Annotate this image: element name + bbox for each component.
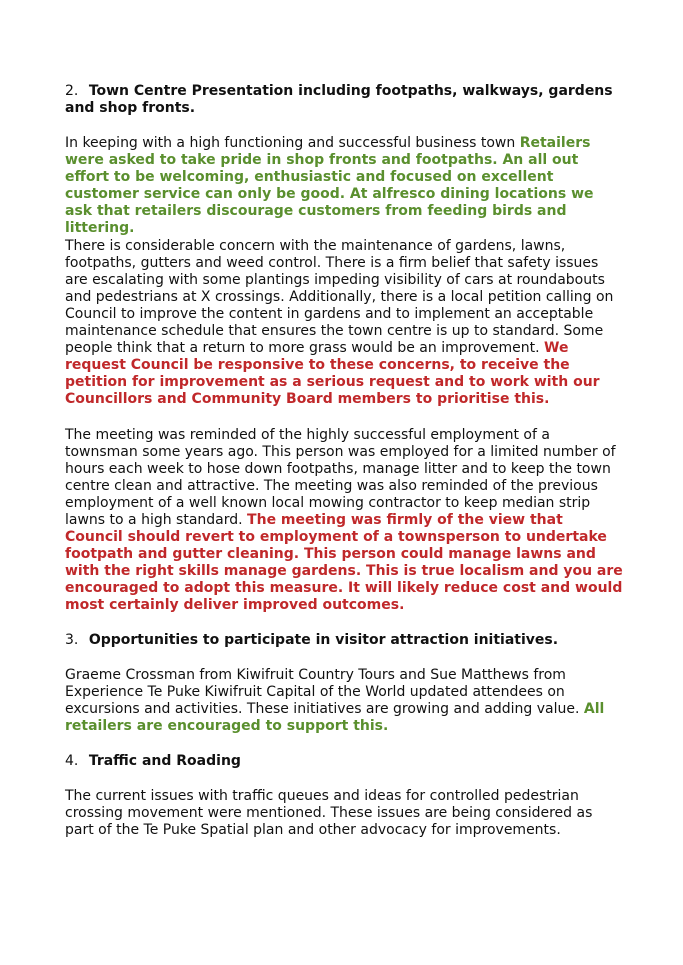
section-4-heading <box>65 753 625 770</box>
section-2-p3-text: The meeting was reminded of the highly successful employment of a townsman some years ago. This person was employed for a limited number of hours each week to hose down footpaths, manage litter and to keep the town centre clean and attractive. The meeting was also reminded of the previous employment of a well known local mowing contractor to keep median strip lawns to a high standard. <box>65 427 616 528</box>
section-2-title: Town Centre Presentation including footpaths, walkways, gardens and shop fronts. <box>65 83 613 116</box>
section-4-p1-text: The current issues with traffic queues and ideas for controlled pedestrian crossing movement were mentioned. These issues are being considered as part of the Te Puke Spatial plan and other advocacy for improvements. <box>65 788 593 838</box>
section-2-p3-request: The meeting was firmly of the view that Council should revert to employment of a townsperson to undertake footpath and gutter cleaning. This person could manage lawns and with the right skills manage gardens. This is true localism and you are encouraged to adopt this measure. It will likely reduce cost and would most certainly deliver improved outcomes. <box>65 512 623 613</box>
section-4-title: Traffic and Roading <box>88 753 241 769</box>
section-2-paragraph-2 <box>65 238 625 408</box>
section-3-heading <box>65 632 625 649</box>
section-2-p2-text: There is considerable concern with the maintenance of gardens, lawns, footpaths, gutters and weed control. There is a firm belief that safety issues are escalating with some plantings impeding visibility of cars at roundabouts and pedestrians at X crossings. Additionally, there is a local petition calling on Council to improve the content in gardens and to implement an acceptable maintenance schedule that ensures the town centre is up to standard. Some people think that a return to more grass would be an improvement. <box>65 238 614 356</box>
section-2-p1-text: In keeping with a high functioning and successful business town <box>65 135 520 151</box>
section-3-number: 3. <box>65 632 79 648</box>
section-3-paragraph-1 <box>65 667 625 735</box>
section-3-p1-text: Graeme Crossman from Kiwifruit Country Tours and Sue Matthews from Experience Te Puke Kiwifruit Capital of the World updated attendees on excursions and activities. These initiatives are growing and adding value. <box>65 667 584 717</box>
section-2-paragraph-3 <box>65 427 625 614</box>
section-4-number: 4. <box>65 753 79 769</box>
section-2-number: 2. <box>65 83 79 99</box>
section-2-paragraph-1 <box>65 135 625 237</box>
section-2-p1-highlight: Retailers were asked to take pride in shop fronts and footpaths. An all out effort to be welcoming, enthusiastic and focused on excellent customer service can only be good. At alfresco dining locations we ask that retailers discourage customers from feeding birds and littering. <box>65 135 594 236</box>
section-3-p1-highlight: All retailers are encouraged to support this. <box>65 701 605 734</box>
section-2-heading <box>65 83 625 117</box>
section-4-paragraph-1 <box>65 788 625 839</box>
section-3-title: Opportunities to participate in visitor attraction initiatives. <box>88 632 559 648</box>
section-2-p2-request: We request Council be responsive to these concerns, to receive the petition for improvement as a serious request and to work with our Councillors and Community Board members to prioritise this. <box>65 340 600 407</box>
